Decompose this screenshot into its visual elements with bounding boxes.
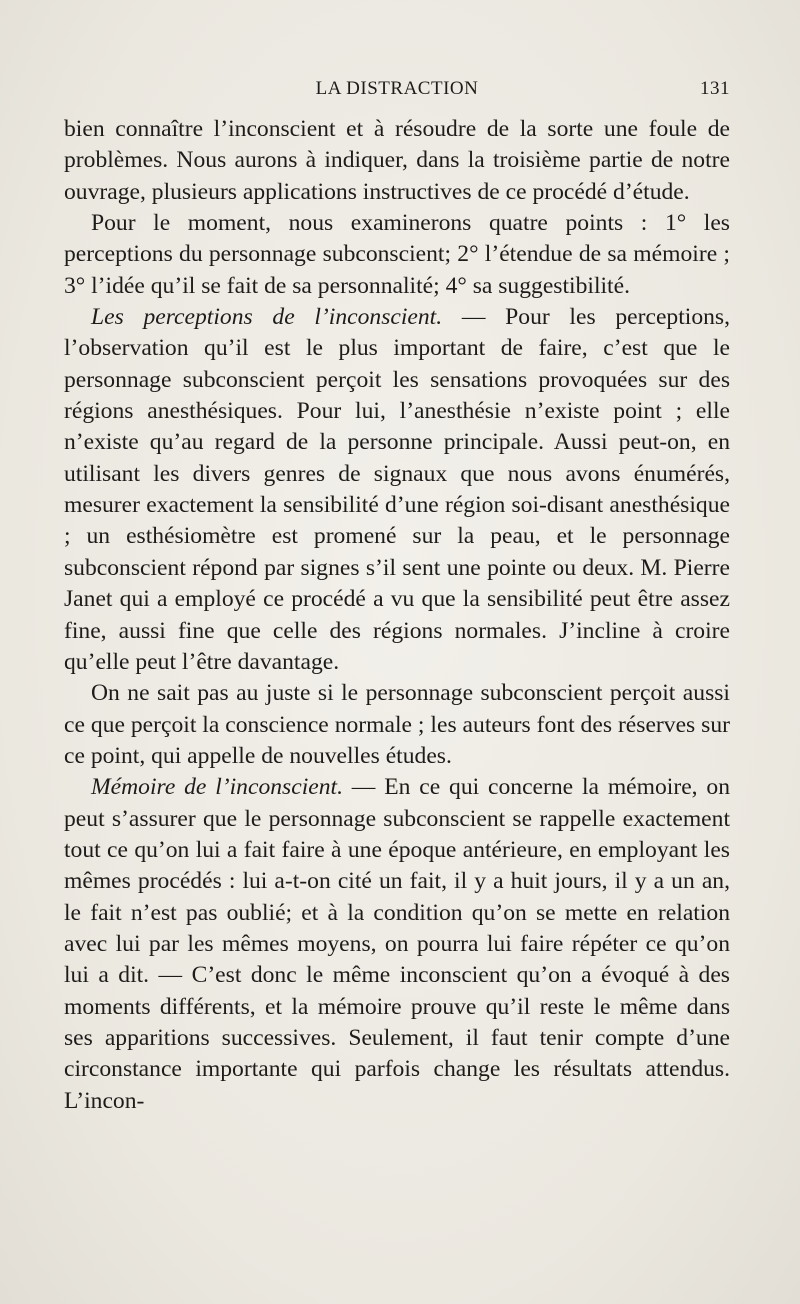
- running-title: LA DISTRACTION: [315, 78, 479, 99]
- section-lead-memoire: Mémoire de l’inconscient.: [91, 774, 343, 801]
- body-text: [64, 114, 730, 1117]
- paragraph-text: — Pour les perceptions, l’observation qu’il est le plus important de faire, c’est que le personnage subconscient perçoit les sensations provoquées sur des régions anesthésiques. Pour lui, l’anesthésie n’existe point ; elle n’existe qu’au regard de la personne principale. Aussi peut-on, en utilisant les divers genres de signaux que nous avons énumérés, mesurer exactement la sensibilité d’une région soi-disant anesthésique ; un esthésiomètre est promené sur la peau, et le personnage subconscient répond par signes s’il sent une pointe ou deux. M. Pierre Janet qui a employé ce procédé a vu que la sensibilité peut être assez fine, aussi fine que celle des régions normales. J’incline à croire qu’elle peut l’être davantage.: [64, 304, 731, 675]
- paragraph-text: bien connaître l’inconscient et à résoudre de la sorte une foule de problèmes. Nous aurons à indiquer, dans la troisième partie de notre ouvrage, plusieurs applications instructives de ce procédé d’étude.: [64, 116, 730, 205]
- paragraph-1: [64, 114, 730, 208]
- paragraph-text: On ne sait pas au juste si le personnage subconscient perçoit aussi ce que perçoit la conscience normale ; les auteurs font des réserves sur ce point, qui appelle de nouvelles études.: [64, 680, 730, 769]
- paragraph-5: [64, 772, 730, 1117]
- running-head: [64, 72, 730, 102]
- section-lead-perceptions: Les perceptions de l’inconscient.: [91, 304, 443, 331]
- paragraph-text: — En ce qui concerne la mémoire, on peut s’assurer que le personnage subconscient se rappelle exactement tout ce qu’on lui a fait faire à une époque antérieure, en employant les mêmes procédés : lui a-t-on cité un fait, il y a huit jours, il y a un an, le fait n’est pas oublié; et à la condition qu’on se mette en relation avec lui par les mêmes moyens, on pourra lui faire répéter ce qu’on lui a dit. — C’est donc le même inconscient qu’on a évoqué à des moments différents, et la mémoire prouve qu’il reste le même dans ses apparitions successives. Seulement, il faut tenir compte d’une circonstance importante qui parfois change les résultats attendus. L’incon-: [64, 774, 730, 1114]
- paragraph-text: Pour le moment, nous examinerons quatre points : 1° les perceptions du personnage subconscient; 2° l’étendue de sa mémoire ; 3° l’idée qu’il se fait de sa personnalité; 4° sa suggestibilité.: [64, 210, 730, 299]
- paragraph-4: [64, 678, 730, 772]
- paragraph-3: [64, 302, 730, 678]
- paragraph-2: [64, 208, 730, 302]
- page-number: 131: [700, 78, 730, 99]
